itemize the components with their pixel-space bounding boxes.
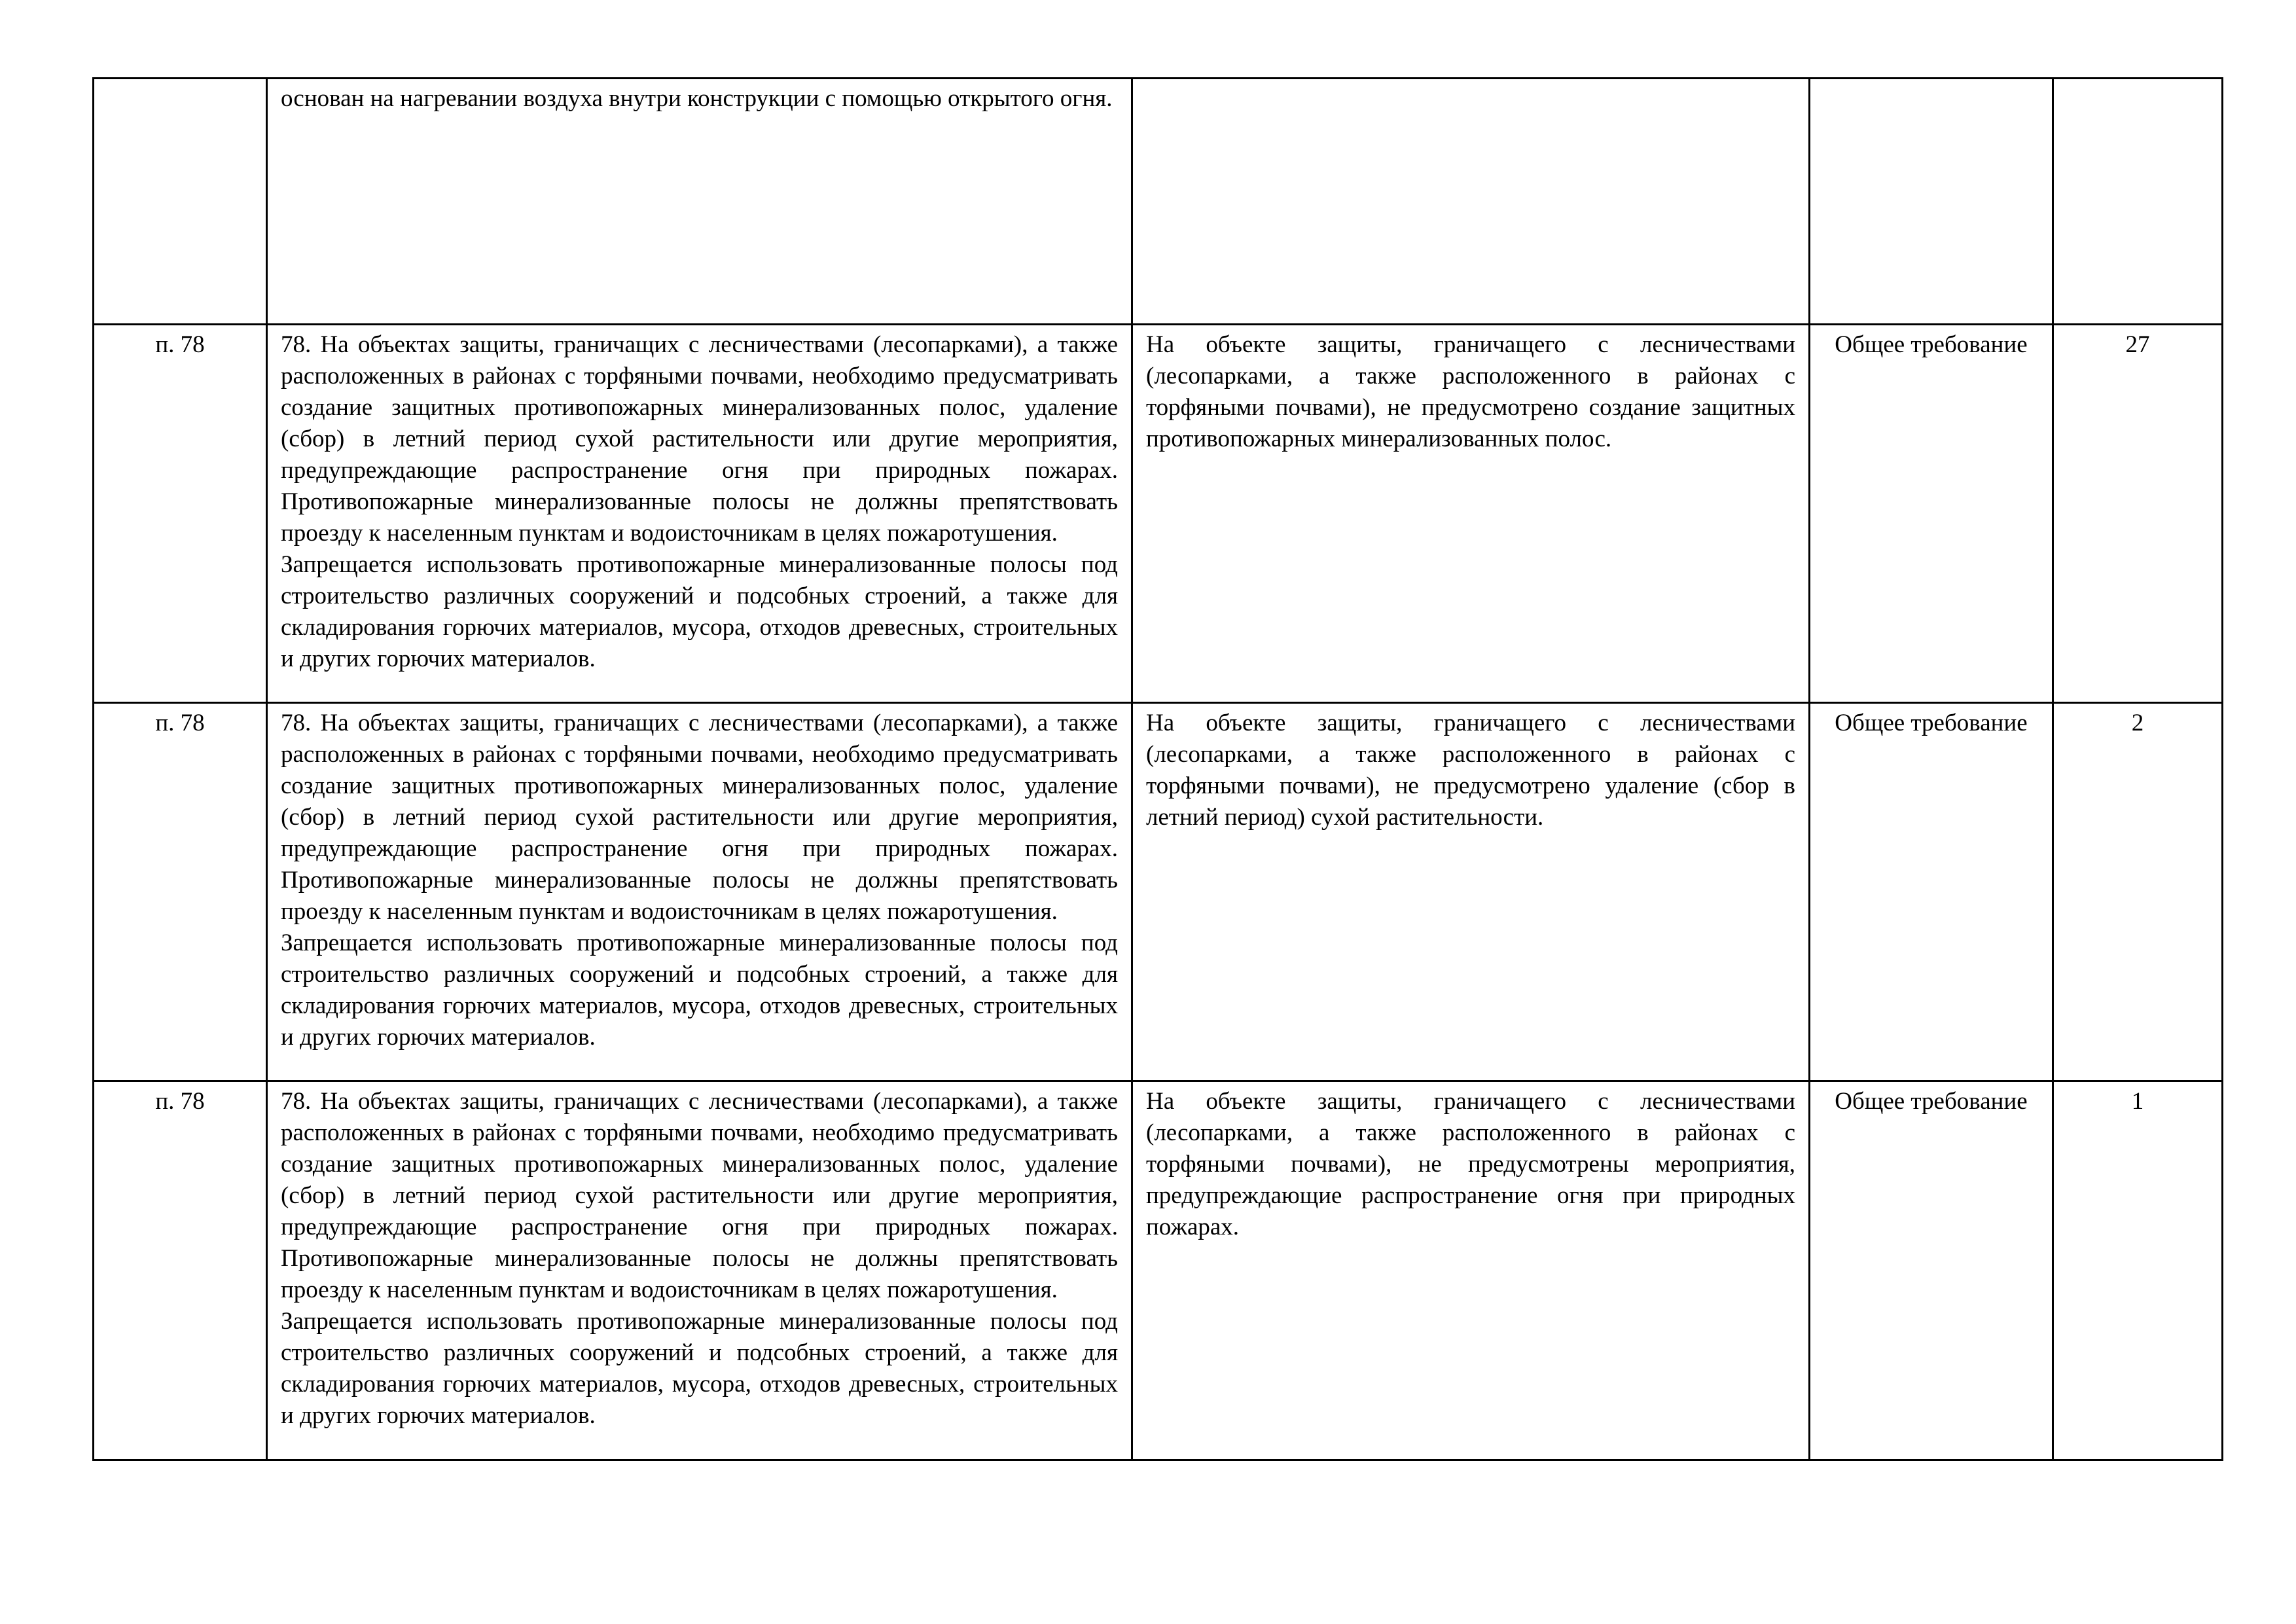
- clause-cell: п. 78: [94, 1081, 267, 1460]
- violation-text: На объекте защиты, граничащего с лесничествами (лесопарками, а также расположенного в районах с торфяными почвами), не предусмотрено удаление (сбор в летний период) сухой растительности.: [1146, 710, 1795, 831]
- clause-cell: [94, 79, 267, 325]
- violation-text: На объекте защиты, граничащего с лесничествами (лесопарками, а также расположенного в районах с торфяными почвами), не предусмотрено создание защитных противопожарных минерализованных полос.: [1146, 331, 1795, 452]
- requirement-cell: [267, 79, 1132, 325]
- requirement-paragraph: Запрещается использовать противопожарные минерализованные полосы под строительство различных сооружений и подсобных строений, а также для складирования горючих материалов, мусора, отходов древесных, строительных и других горючих материалов.: [281, 551, 1118, 672]
- count-cell: [2053, 79, 2223, 325]
- violation-text: На объекте защиты, граничащего с лесничествами (лесопарками, а также расположенного в районах с торфяными почвами), не предусмотрены мероприятия, предупреждающие распространение огня при природных пожарах.: [1146, 1088, 1795, 1240]
- table-row: [94, 703, 2223, 1081]
- type-cell: Общее требование: [1810, 703, 2053, 1081]
- violations-table: [92, 77, 2223, 1461]
- requirement-paragraph: 78. На объектах защиты, граничащих с лесничествами (лесопарками), а также расположенных в районах с торфяными почвами, необходимо предусматривать создание защитных противопожарных минерализованных полос, удаление (сбор) в летний период сухой растительности или другие мероприятия, предупреждающие распространение огня при природных пожарах. Противопожарные минерализованные полосы не должны препятствовать проезду к населенным пунктам и водоисточникам в целях пожаротушения.: [281, 331, 1118, 547]
- clause-cell: п. 78: [94, 703, 267, 1081]
- type-cell: Общее требование: [1810, 1081, 2053, 1460]
- requirement-cell: [267, 1081, 1132, 1460]
- count-cell: 1: [2053, 1081, 2223, 1460]
- requirement-paragraph: 78. На объектах защиты, граничащих с лесничествами (лесопарками), а также расположенных в районах с торфяными почвами, необходимо предусматривать создание защитных противопожарных минерализованных полос, удаление (сбор) в летний период сухой растительности или другие мероприятия, предупреждающие распространение огня при природных пожарах. Противопожарные минерализованные полосы не должны препятствовать проезду к населенным пунктам и водоисточникам в целях пожаротушения.: [281, 710, 1118, 925]
- requirement-text: основан на нагревании воздуха внутри конструкции с помощью открытого огня.: [281, 85, 1113, 112]
- count-cell: 27: [2053, 325, 2223, 703]
- violation-cell: [1132, 703, 1810, 1081]
- requirement-paragraph: Запрещается использовать противопожарные минерализованные полосы под строительство различных сооружений и подсобных строений, а также для складирования горючих материалов, мусора, отходов древесных, строительных и других горючих материалов.: [281, 929, 1118, 1051]
- type-cell: [1810, 79, 2053, 325]
- count-cell: 2: [2053, 703, 2223, 1081]
- requirement-cell: [267, 325, 1132, 703]
- violation-cell: [1132, 79, 1810, 325]
- violation-cell: [1132, 1081, 1810, 1460]
- requirement-cell: [267, 703, 1132, 1081]
- table-row: [94, 325, 2223, 703]
- requirement-paragraph: 78. На объектах защиты, граничащих с лесничествами (лесопарками), а также расположенных в районах с торфяными почвами, необходимо предусматривать создание защитных противопожарных минерализованных полос, удаление (сбор) в летний период сухой растительности или другие мероприятия, предупреждающие распространение огня при природных пожарах. Противопожарные минерализованные полосы не должны препятствовать проезду к населенным пунктам и водоисточникам в целях пожаротушения.: [281, 1088, 1118, 1303]
- requirement-paragraph: Запрещается использовать противопожарные минерализованные полосы под строительство различных сооружений и подсобных строений, а также для складирования горючих материалов, мусора, отходов древесных, строительных и других горючих материалов.: [281, 1308, 1118, 1429]
- table-row-continuation: [94, 79, 2223, 325]
- violation-cell: [1132, 325, 1810, 703]
- type-cell: Общее требование: [1810, 325, 2053, 703]
- table-row: [94, 1081, 2223, 1460]
- clause-cell: п. 78: [94, 325, 267, 703]
